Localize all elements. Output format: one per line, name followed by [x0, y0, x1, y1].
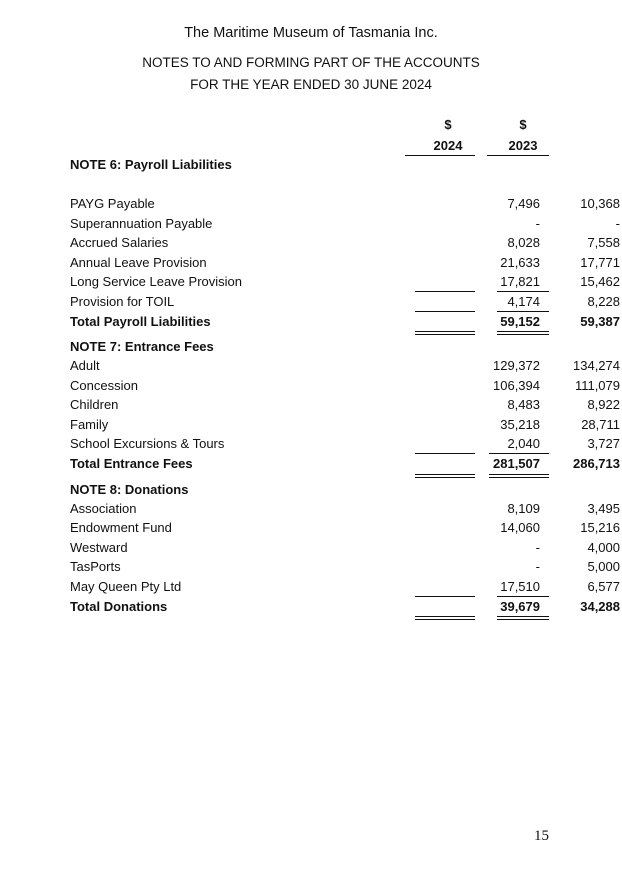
row-value-2023: 4,000: [587, 540, 620, 555]
table-row: [70, 538, 620, 558]
currency-2023: $: [519, 117, 527, 132]
row-label: Westward: [70, 540, 128, 555]
row-value-2024: 129,372: [493, 358, 540, 373]
row-value-2024: 21,633: [500, 255, 540, 270]
total-value-2023: 34,288: [580, 599, 620, 614]
row-value-2023: 8,922: [587, 397, 620, 412]
row-value-2023: 10,368: [580, 196, 620, 211]
total-row: [70, 312, 620, 332]
row-value-2024: -: [535, 216, 540, 231]
page-number: 15: [534, 828, 549, 844]
row-label: Superannuation Payable: [70, 216, 213, 231]
row-value-2024: 4,174: [507, 294, 540, 309]
row-value-2023: 111,079: [574, 378, 620, 393]
row-label: Long Service Leave Provision: [70, 274, 242, 289]
row-value-2024: -: [535, 540, 540, 555]
row-value-2024: 17,821: [500, 274, 540, 289]
total-row: [70, 454, 620, 474]
row-value-2024: 35,218: [500, 417, 540, 432]
row-label: Accrued Salaries: [70, 235, 169, 250]
table-row: [70, 434, 620, 454]
total-value-2024: 39,679: [500, 599, 540, 614]
table-row: [70, 577, 620, 597]
row-label: TasPorts: [70, 559, 121, 574]
row-value-2024: 8,109: [507, 501, 540, 516]
year-2023-header: 2023: [508, 138, 538, 153]
row-label: Association: [70, 501, 137, 516]
table-row: [70, 376, 620, 396]
total-value-2024: 281,507: [493, 456, 540, 471]
total-value-2023: 59,387: [580, 314, 620, 329]
row-value-2023: 17,771: [580, 255, 620, 270]
row-value-2023: 15,216: [580, 520, 620, 535]
table-row: [70, 356, 620, 376]
report-heading-line2: FOR THE YEAR ENDED 30 JUNE 2024: [190, 77, 432, 92]
row-label: PAYG Payable: [70, 196, 155, 211]
row-value-2024: 14,060: [500, 520, 540, 535]
row-value-2023: 6,577: [587, 579, 620, 594]
row-label: Provision for TOIL: [70, 294, 175, 309]
row-value-2024: 7,496: [507, 196, 540, 211]
row-value-2024: 2,040: [507, 436, 540, 451]
table-row: [70, 557, 620, 577]
table-row: [70, 214, 620, 234]
total-value-2023: 286,713: [573, 456, 620, 471]
year-2024-header: 2024: [433, 138, 463, 153]
row-label: Family: [70, 417, 109, 432]
row-value-2023: 134,274: [573, 358, 620, 373]
row-value-2023: 28,711: [581, 417, 620, 432]
row-value-2023: 5,000: [587, 559, 620, 574]
currency-2024: $: [444, 117, 452, 132]
row-value-2024: 17,510: [500, 579, 540, 594]
table-row: [70, 518, 620, 538]
row-label: May Queen Pty Ltd: [70, 579, 182, 594]
total-label: Total Entrance Fees: [70, 456, 193, 471]
row-value-2024: 8,028: [507, 235, 540, 250]
row-value-2023: 15,462: [580, 274, 620, 289]
table-row: [70, 194, 620, 214]
note6-heading: [70, 155, 550, 175]
organisation-title: The Maritime Museum of Tasmania Inc.: [184, 25, 438, 41]
double-rule-2023: [489, 474, 549, 478]
row-value-2023: 3,727: [587, 436, 620, 451]
double-rule-2024: [415, 474, 475, 478]
row-label: Adult: [70, 358, 100, 373]
row-value-2023: 3,495: [587, 501, 620, 516]
note8-title: NOTE 8: Donations: [70, 482, 189, 497]
double-rule-2023: [497, 331, 549, 335]
row-label: Children: [70, 397, 119, 412]
note6-title: NOTE 6: Payroll Liabilities: [70, 157, 232, 172]
table-row: [70, 499, 620, 519]
table-row: [70, 253, 620, 273]
row-label: Annual Leave Provision: [70, 255, 207, 270]
note7-title: NOTE 7: Entrance Fees: [70, 339, 214, 354]
row-label: School Excursions & Tours: [70, 436, 225, 451]
table-row: [70, 272, 620, 292]
total-row: [70, 597, 620, 617]
note8-heading: [70, 480, 550, 500]
row-value-2024: -: [535, 559, 540, 574]
row-label: Endowment Fund: [70, 520, 172, 535]
row-value-2023: 7,558: [587, 235, 620, 250]
row-value-2023: -: [615, 216, 620, 231]
total-label: Total Donations: [70, 599, 168, 614]
row-value-2024: 106,394: [493, 378, 540, 393]
note7-heading: [70, 337, 550, 357]
double-rule-2024: [415, 331, 475, 335]
table-row: [70, 395, 620, 415]
row-label: Concession: [70, 378, 138, 393]
total-value-2024: 59,152: [500, 314, 540, 329]
table-row: [70, 415, 620, 435]
table-row: [70, 233, 620, 253]
double-rule-2024: [415, 616, 475, 620]
row-value-2024: 8,483: [507, 397, 540, 412]
report-heading-line1: NOTES TO AND FORMING PART OF THE ACCOUNTS: [142, 55, 480, 70]
double-rule-2023: [497, 616, 549, 620]
table-row: [70, 292, 620, 312]
total-label: Total Payroll Liabilities: [70, 314, 211, 329]
row-value-2023: 8,228: [587, 294, 620, 309]
